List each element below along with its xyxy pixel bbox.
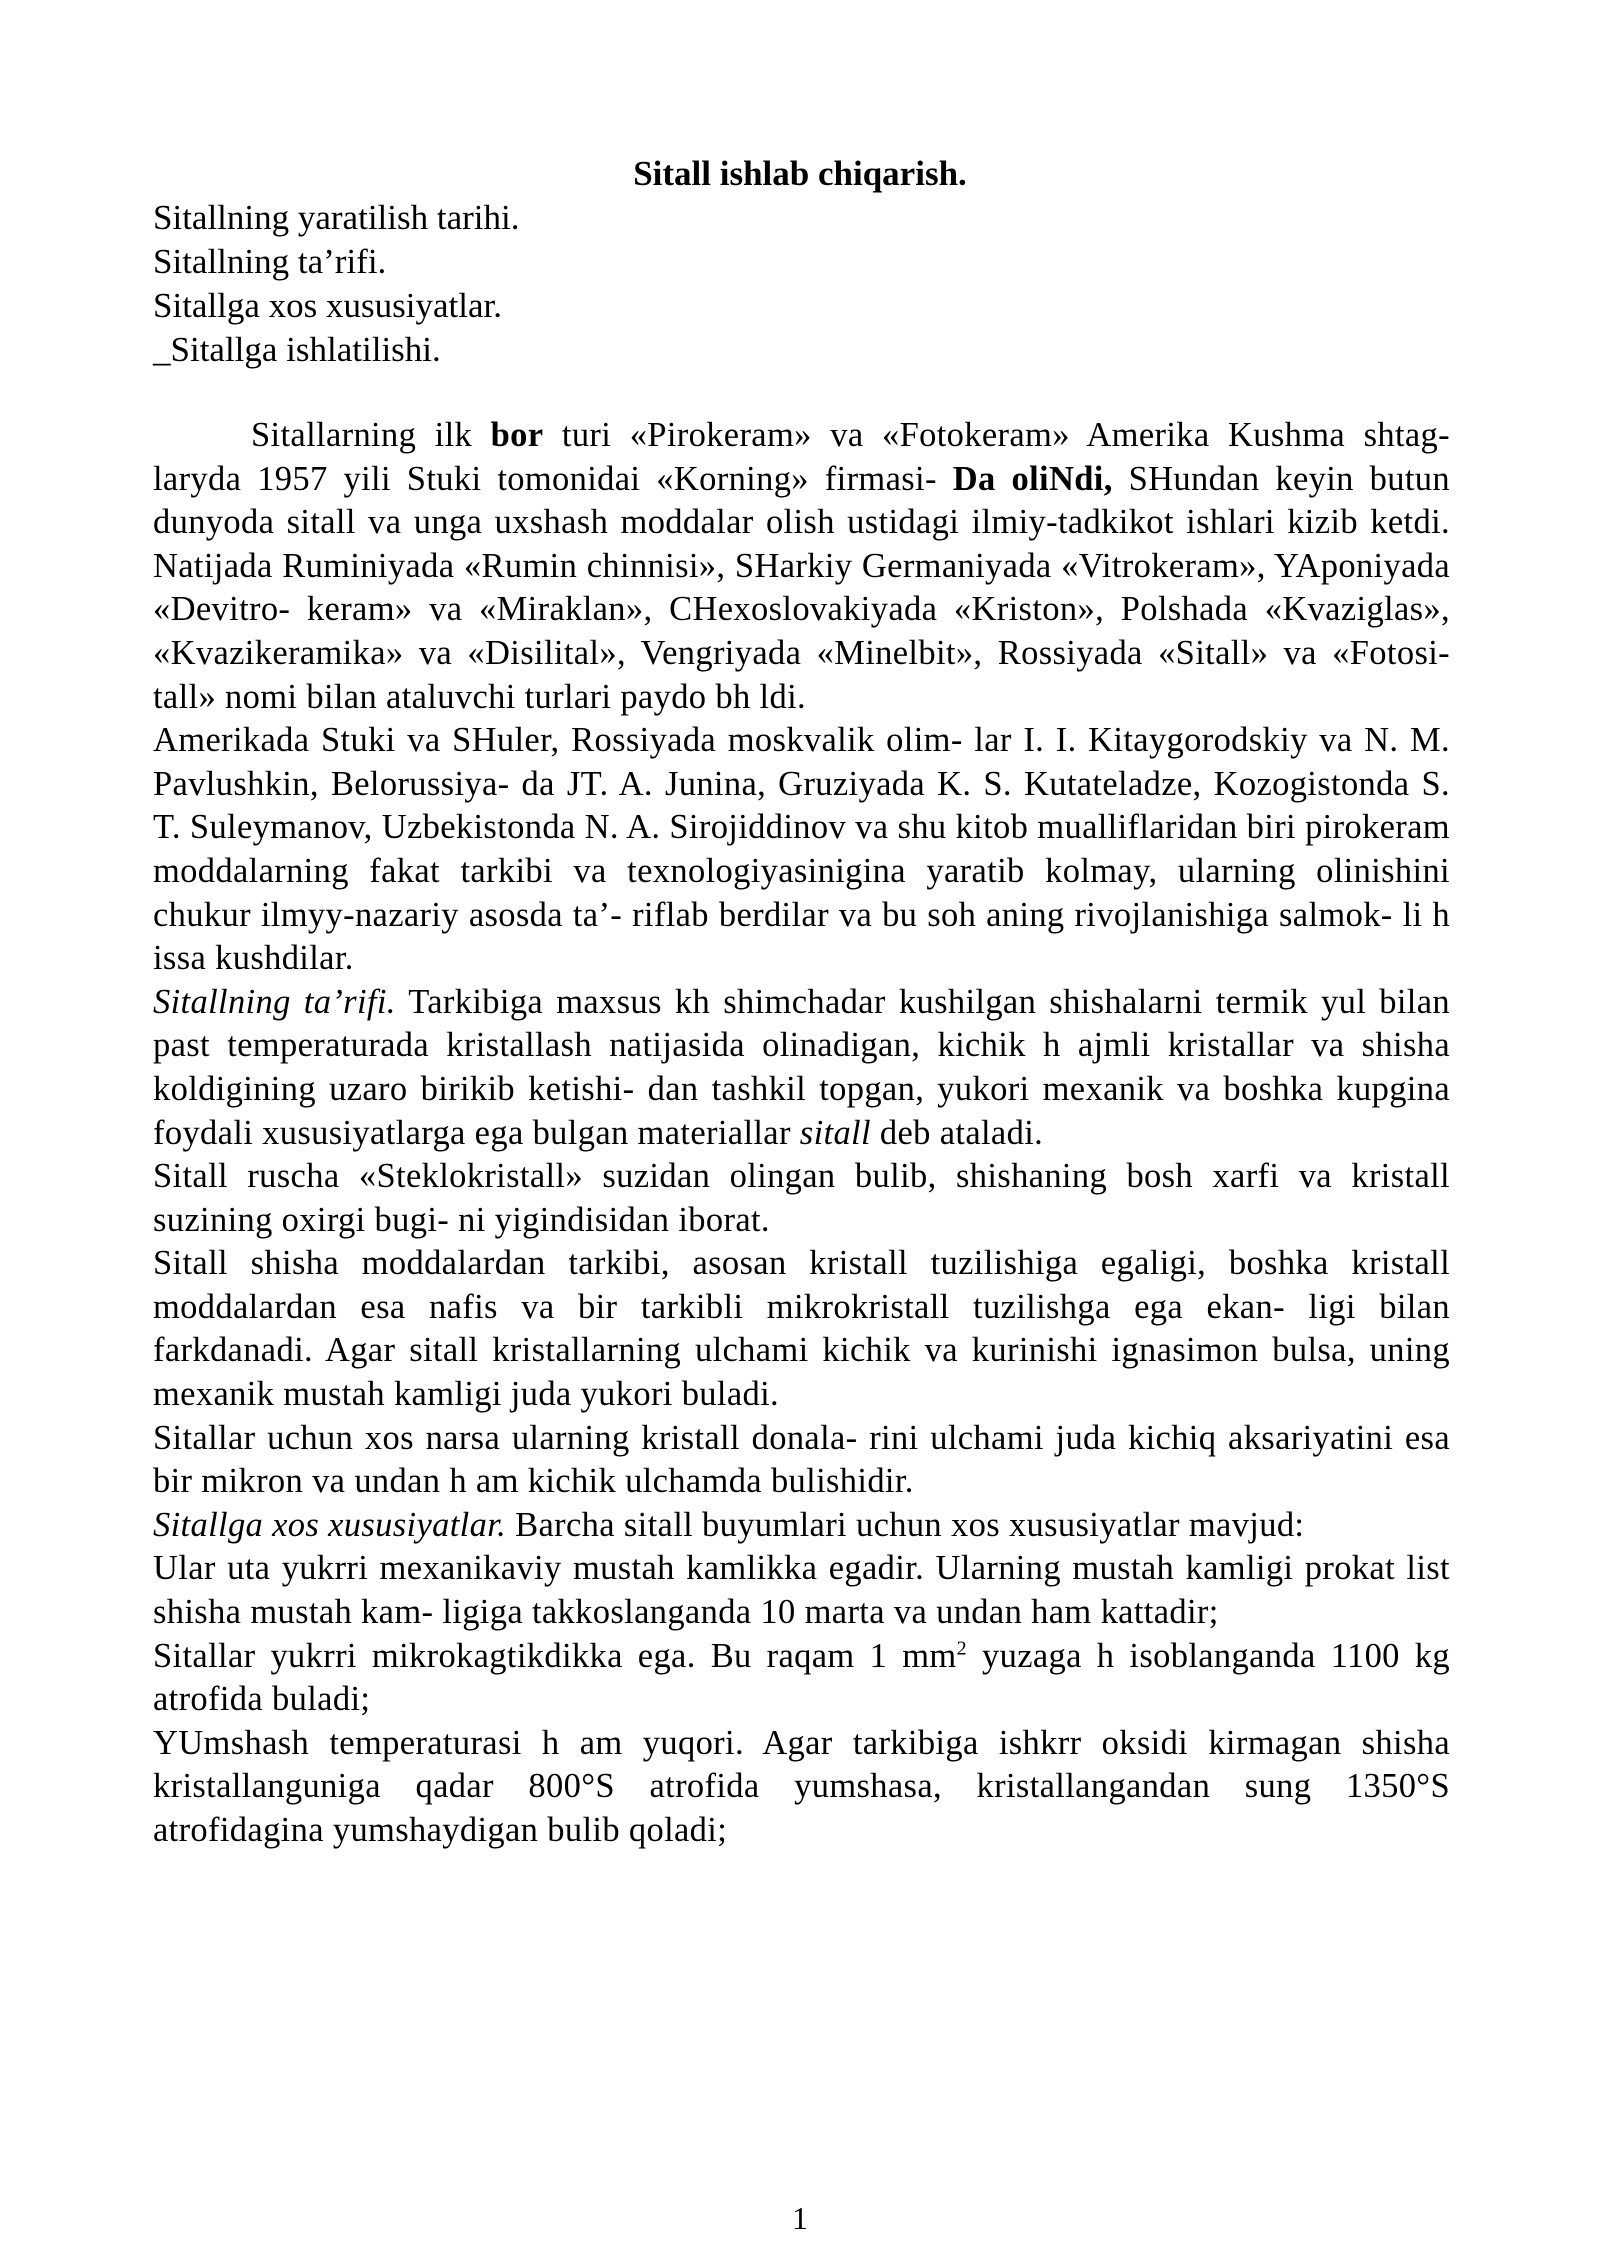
outline-item: Sitallga xos xususiyatlar. xyxy=(153,286,503,325)
paragraph-definition: Sitallning ta’rifi. Tarkibiga maxsus kh shimchadar kushilgan shishalarni termik yul bilan past temperaturada kristallash natijasida olinadigan, kichik h ajmli kristallar va shisha koldigining uzaro birikib ketishi- dan tashkil topgan, yukori mexanik va boshka kupgina foydali xususiyatlarga ega bulgan materiallar sitall deb ataladi. xyxy=(153,982,1450,1152)
properties-heading: Sitallga xos xususiyatlar. xyxy=(153,1505,507,1544)
paragraph-scientists: Amerikada Stuki va SHuler, Rossiyada moskvalik olim- lar I. I. Kitaygorodskiy va N. M. Pavlushkin, Belorussiya- da JT. A. Junina, Gruziyada K. S. Kutateladze, Kozogistonda S. T. Suleymanov, Uzbekistonda N. A. Sirojiddinov va shu kitob mualliflaridan biri pirokeram moddalarning fakat tarkibi va texnologiyasinigina yaratib kolmay, ularning olinishini chukur ilmyy-nazariy asosda ta’- riflab berdilar va bu soh aning rivojlanishiga salmok- li h issa kushdilar. xyxy=(153,721,1450,978)
paragraph-softening: YUmshash temperaturasi h am yuqori. Agar tarkibiga ishkrr oksidi kirmagan shisha kristallanguniga qadar 800°S atrofida yumshasa, kristallangandan sung 1350°S atrofidagina yumshaydigan bulib qoladi; xyxy=(153,1723,1450,1849)
outline-item: Sitallning ta’rifi. xyxy=(153,242,387,281)
paragraph-history: Sitallarning ilk bor turi «Pirokeram» va «Fotokeram» Amerika Kushma shtag- laryda 1957 yili Stuki tomonidai «Korning» firmasi- Da oliNdi, SHundan keyin butun dunyoda sitall va unga uxshash moddalar olish ustidagi ilmiy-tadkikot ishlari kizib ketdi. Natijada Ruminiyada «Rumin chinnisi», SHarkiy Germaniyada «Vitrokeram», YAponiyada «Devitro- keram» va «Miraklan», CHexoslovakiyada «Kriston», Polshada «Kvaziglas», «Kvazikeramika» va «Disilital», Vengriyada «Minelbit», Rossiyada «Sitall» va «Fotosi- tall» nomi bilan ataluvchi turlari paydo bh ldi. xyxy=(153,416,1450,716)
paragraph-etymology: Sitall ruscha «Steklokristall» suzidan olingan bulib, shishaning bosh xarfi va kristall suzining oxirgi bugi- ni yigindisidan iborat. xyxy=(153,1157,1450,1239)
definition-heading: Sitallning ta’rifi. xyxy=(153,982,396,1021)
paragraph-properties: Sitallga xos xususiyatlar. Barcha sitall buyumlari uchun xos xususiyatlar mavjud: xyxy=(153,1505,1305,1544)
paragraph-crystal-size: Sitallar uchun xos narsa ularning kristall donala- rini ulchami juda kichiq aksariyatini esa bir mikron va undan h am kichik ulchamda bulishidir. xyxy=(153,1418,1450,1501)
page-number: 1 xyxy=(792,2200,808,2236)
paragraph-strength: Ular uta yukrri mexanikaviy mustah kamlikka egadir. Ularning mustah kamligi prokat list shisha mustah kam- ligiga takkoslanganda 10 marta va undan ham kattadir; xyxy=(153,1549,1450,1632)
paragraph-hardness: Sitallar yukrri mikrokagtikdikka ega. Bu raqam 1 $mm^2$ yuzaga h isoblanganda 1100 kg atrofida buladi; xyxy=(153,1636,1450,1719)
document-body xyxy=(153,414,1450,1853)
topic-outline xyxy=(153,196,519,372)
document-title: Sitall ishlab chiqarish. xyxy=(633,154,967,193)
outline-item: _Sitallga ishlatilishi. xyxy=(153,330,441,369)
paragraph-structure: Sitall shisha moddalardan tarkibi, asosan kristall tuzilishiga egaligi, boshka kristall moddalardan esa nafis va bir tarkibli mikrokristall tuzilishga ega ekan- ligi bilan farkdanadi. Agar sitall kristallarning ulchami kichik va kurinishi ignasimon bulsa, uning mexanik mustah kamligi juda yukori buladi. xyxy=(153,1244,1450,1414)
outline-item: Sitallning yaratilish tarihi. xyxy=(153,198,520,237)
